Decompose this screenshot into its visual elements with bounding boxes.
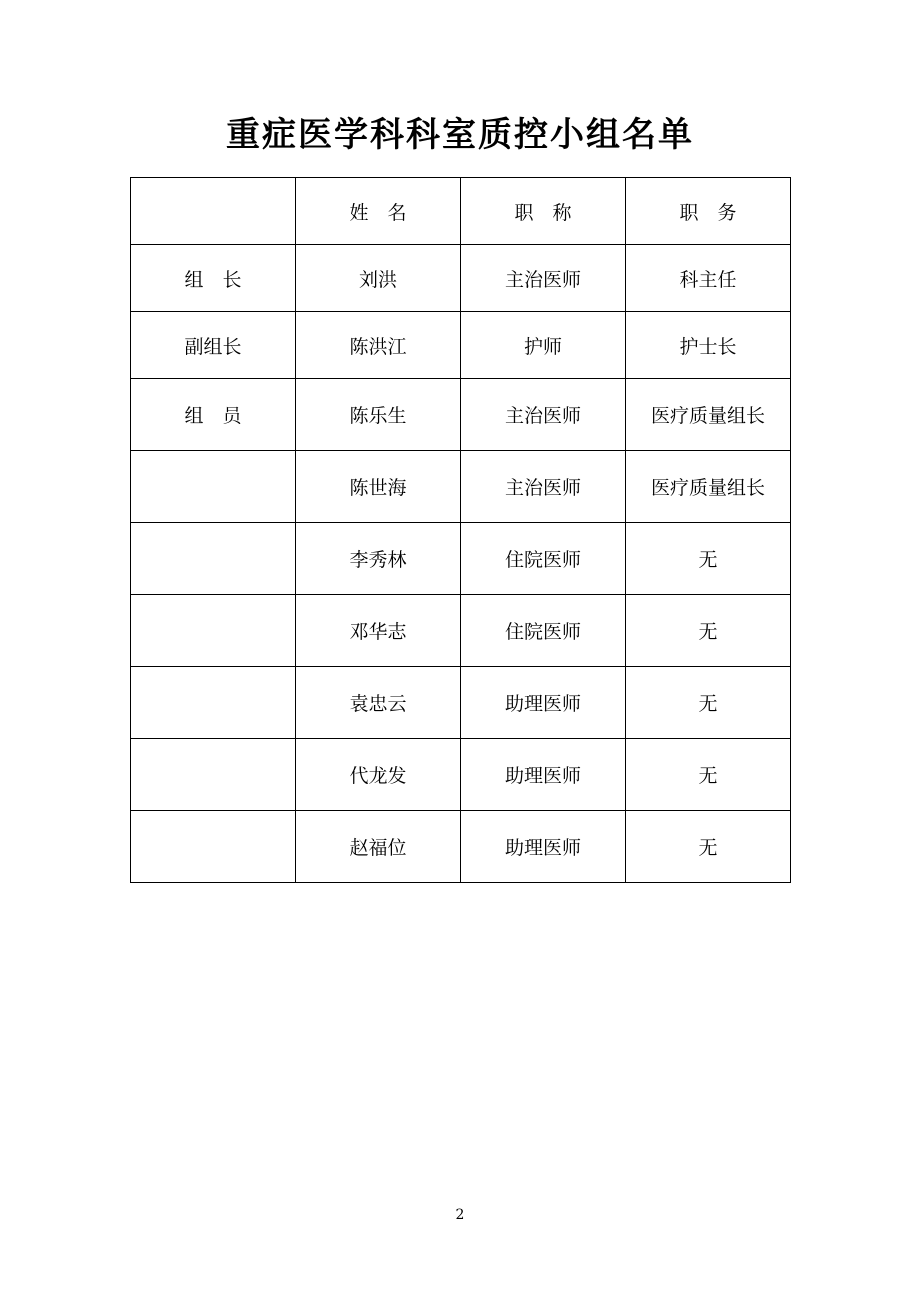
name-cell: 李秀林 xyxy=(296,523,461,595)
name-cell: 陈洪江 xyxy=(296,312,461,379)
title-cell: 护师 xyxy=(461,312,626,379)
position-cell: 无 xyxy=(626,667,791,739)
position-cell: 无 xyxy=(626,739,791,811)
role-cell: 组 员 xyxy=(131,379,296,451)
header-cell-name: 姓 名 xyxy=(296,178,461,245)
title-cell: 助理医师 xyxy=(461,667,626,739)
position-cell: 医疗质量组长 xyxy=(626,451,791,523)
role-cell: 组 长 xyxy=(131,245,296,312)
name-cell: 陈世海 xyxy=(296,451,461,523)
header-cell-title: 职 称 xyxy=(461,178,626,245)
title-cell: 住院医师 xyxy=(461,595,626,667)
header-cell-position: 职 务 xyxy=(626,178,791,245)
name-cell: 邓华志 xyxy=(296,595,461,667)
header-cell-role xyxy=(131,178,296,245)
name-cell: 袁忠云 xyxy=(296,667,461,739)
position-cell: 科主任 xyxy=(626,245,791,312)
role-cell xyxy=(131,811,296,883)
table-row xyxy=(131,739,791,811)
position-cell: 无 xyxy=(626,595,791,667)
role-cell xyxy=(131,739,296,811)
name-cell: 陈乐生 xyxy=(296,379,461,451)
table-row xyxy=(131,451,791,523)
title-cell: 主治医师 xyxy=(461,245,626,312)
position-cell: 医疗质量组长 xyxy=(626,379,791,451)
table-row xyxy=(131,245,791,312)
title-cell: 助理医师 xyxy=(461,811,626,883)
page-title: 重症医学科科室质控小组名单 xyxy=(226,115,694,155)
table-row xyxy=(131,595,791,667)
title-cell: 主治医师 xyxy=(461,379,626,451)
table-row xyxy=(131,523,791,595)
title-cell: 住院医师 xyxy=(461,523,626,595)
title-cell: 主治医师 xyxy=(461,451,626,523)
table-row xyxy=(131,667,791,739)
position-cell: 无 xyxy=(626,811,791,883)
position-cell: 无 xyxy=(626,523,791,595)
title-cell: 助理医师 xyxy=(461,739,626,811)
role-cell xyxy=(131,595,296,667)
position-cell: 护士长 xyxy=(626,312,791,379)
table-row xyxy=(131,379,791,451)
role-cell xyxy=(131,451,296,523)
role-cell xyxy=(131,523,296,595)
name-cell: 代龙发 xyxy=(296,739,461,811)
roster-table xyxy=(130,177,791,883)
table-row xyxy=(131,811,791,883)
page-number: 2 xyxy=(455,1207,465,1223)
name-cell: 刘洪 xyxy=(296,245,461,312)
role-cell: 副组长 xyxy=(131,312,296,379)
table-header-row xyxy=(131,178,791,245)
table-row xyxy=(131,312,791,379)
name-cell: 赵福位 xyxy=(296,811,461,883)
role-cell xyxy=(131,667,296,739)
